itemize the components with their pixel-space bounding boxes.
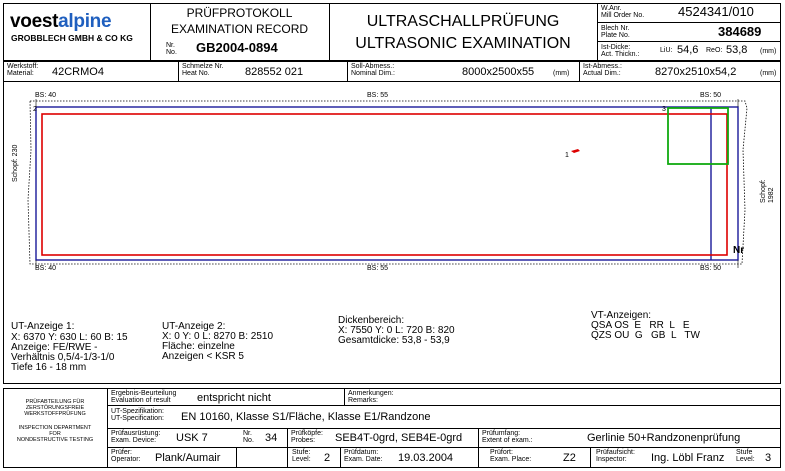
footer-divider	[287, 428, 288, 468]
defect-marker-number: 1	[565, 152, 569, 159]
device-no-label-en: No.	[243, 437, 254, 444]
nr-label: Nr	[733, 245, 745, 256]
ro-value: 53,8	[726, 44, 748, 56]
device-label-de: Prüfausrüstung:	[111, 430, 161, 437]
probes-value: SEB4T-0grd, SEB4E-0grd	[335, 432, 463, 444]
thickness-range-total: Gesamtdicke: 53,8 - 53,9	[338, 335, 450, 346]
thickness-label-de: Ist-Dicke:	[601, 44, 631, 51]
material-label-en: Material:	[7, 70, 34, 77]
inspector-value: Ing. Löbl Franz	[651, 452, 725, 464]
device-value: USK 7	[176, 432, 208, 444]
extent-label-en: Extent of exam.:	[482, 437, 533, 444]
ut1-ratio: Verhältnis 0,5/4-1/3-1/0	[11, 352, 115, 363]
nominal-label-de: Soll-Abmess.:	[351, 63, 395, 70]
op-level-label-de: Stufe:	[292, 449, 311, 456]
company-subtitle: GROBBLECH GMBH & CO KG	[11, 33, 133, 43]
lu-label: LiU:	[660, 47, 673, 54]
footer-divider	[236, 447, 237, 468]
ut2-coords: X: 0 Y: 0 L: 8270 B: 2510	[162, 331, 274, 342]
result-label-de: Ergebnis-Beurteilung	[111, 390, 177, 397]
corner-marker-left: 2	[33, 106, 37, 113]
heat-label-de: Schmelze Nr.	[182, 63, 224, 70]
logo-brand-a: voest	[10, 11, 59, 32]
probes-label-en: Probes:	[291, 437, 316, 444]
record-no-label-de: Nr.	[166, 42, 175, 49]
nominal-outline	[36, 107, 738, 260]
ut1-coords: X: 6370 Y: 630 L: 60 B: 15	[11, 332, 128, 343]
remarks-label-en: Remarks:	[348, 397, 378, 404]
material-label-de: Werkstoff:	[7, 63, 39, 70]
insp-level-label-de: Stufe	[736, 449, 753, 456]
dept-de-1: PRÜFABTEILUNG FÜR	[25, 399, 85, 405]
bs-top-mid: BS: 55	[367, 92, 389, 99]
date-value: 19.03.2004	[398, 452, 454, 464]
heat-value: 828552 021	[245, 66, 304, 78]
operator-label-de: Prüfer:	[111, 449, 133, 456]
dept-de-2: ZERSTÖRUNGSFREIE	[25, 405, 85, 411]
actual-value: 8270x2510x54,2	[655, 66, 737, 78]
place-value: Z2	[563, 452, 576, 464]
footer-divider	[344, 388, 345, 405]
exam-title-en: ULTRASONIC EXAMINATION	[355, 35, 571, 52]
logo-brand-b: alpine	[58, 11, 112, 32]
side-label-left: Schopf: 230	[12, 144, 19, 182]
result-value: entspricht nicht	[197, 392, 271, 404]
spec-label-en: UT-Specification:	[111, 415, 164, 422]
lu-value: 54,6	[677, 44, 699, 56]
operator-value: Plank/Aumair	[155, 452, 221, 464]
nominal-value: 8000x2500x55	[462, 66, 535, 78]
ut1-title: UT-Anzeige 1:	[11, 321, 75, 332]
ro-label: ReO:	[706, 47, 723, 54]
remarks-label-de: Anmerkungen:	[348, 390, 394, 397]
device-no-label-de: Nr.	[243, 430, 252, 437]
heat-label-en: Heat No.	[182, 70, 210, 77]
record-number: GB2004-0894	[196, 40, 278, 55]
plate-label-de: Blech Nr.	[601, 25, 630, 32]
insp-level-label-en: Level:	[736, 456, 755, 463]
probes-label-de: Prüfköpfe:	[291, 430, 323, 437]
order-number: 4524341/010	[678, 4, 754, 19]
plate-contour	[28, 101, 747, 264]
exam-title-de: ULTRASCHALLPRÜFUNG	[366, 13, 560, 30]
ut2-area: Fläche: einzelne	[162, 341, 235, 352]
dept-en-3: NONDESTRUCTIVE TESTING	[16, 437, 94, 443]
actual-label-de: Ist-Abmess.:	[583, 63, 622, 70]
ut2-count: Anzeigen < KSR 5	[162, 351, 244, 362]
op-level-label-en: Level:	[292, 456, 311, 463]
examined-zone	[42, 114, 727, 255]
footer-row-divider	[107, 447, 781, 448]
thickness-range-coords: X: 7550 Y: 0 L: 720 B: 820	[338, 325, 455, 336]
thickness-area	[668, 108, 728, 164]
dept-en-1: INSPECTION DEPARTMENT	[18, 425, 92, 431]
inspector-label-en: Inspector:	[596, 456, 627, 463]
nominal-label-en: Nominal Dim.:	[351, 70, 395, 77]
bs-top-left: BS: 40	[35, 92, 57, 99]
extent-value: Gerlinie 50+Randzonenprüfung	[587, 432, 741, 444]
dept-en-2: FOR	[49, 431, 61, 437]
footer-row-divider	[107, 405, 781, 406]
bs-top-right: BS: 50	[700, 92, 722, 99]
bs-bottom-left: BS: 40	[35, 265, 57, 272]
vt-title: VT-Anzeigen:	[591, 310, 652, 321]
record-no-label-en: No.	[166, 49, 177, 56]
result-label-en: Evaluation of result	[111, 397, 171, 404]
order-label-de: W.Anr.	[601, 5, 622, 12]
defect-indication	[571, 149, 580, 153]
place-label-de: Prüfort:	[490, 449, 513, 456]
dept-de-3: WERKSTOFFPRÜFUNG	[24, 411, 86, 417]
op-level-value: 2	[324, 452, 331, 464]
footer-row-divider	[107, 428, 781, 429]
record-title-de: PRÜFPROTOKOLL	[186, 6, 293, 20]
insp-level-value: 3	[765, 452, 772, 464]
date-label-en: Exam. Date:	[344, 456, 383, 463]
ut1-depth: Tiefe 16 - 18 mm	[11, 362, 87, 373]
vt-row-2: QZS OU G GB L TW	[591, 330, 700, 341]
footer-divider	[590, 447, 591, 468]
side-label-right: Schopf: 1982	[760, 179, 775, 203]
thickness-label-en: Act. Thickn.:	[601, 51, 640, 58]
inspector-label-de: Prüfaufsicht:	[596, 449, 635, 456]
thickness-range-title: Dickenbereich:	[338, 315, 405, 326]
place-label-en: Exam. Place:	[490, 456, 532, 463]
bs-bottom-right: BS: 50	[700, 265, 722, 272]
plate-number: 384689	[718, 24, 762, 39]
material-value: 42CRMO4	[52, 66, 104, 78]
date-label-de: Prüfdatum:	[344, 449, 379, 456]
device-no-value: 34	[265, 432, 278, 444]
plate-label-en: Plate No.	[601, 32, 630, 39]
extent-label-de: Prüfumfang:	[482, 430, 521, 437]
nominal-unit: (mm)	[553, 70, 570, 77]
vt-row-1: QSA OS E RR L E	[591, 320, 690, 331]
actual-label-en: Actual Dim.:	[583, 70, 621, 77]
device-label-en: Exam. Device:	[111, 437, 157, 444]
bs-bottom-mid: BS: 55	[367, 265, 389, 272]
ut2-title: UT-Anzeige 2:	[162, 321, 226, 332]
footer-divider	[478, 447, 479, 468]
footer-divider	[340, 447, 341, 468]
corner-marker-right: 3	[662, 106, 666, 113]
thickness-unit: (mm)	[760, 48, 777, 55]
ut1-indication: Anzeige: FE/RWE -	[11, 342, 98, 353]
record-title-en: EXAMINATION RECORD	[170, 22, 309, 36]
order-label-en: Mill Order No.	[601, 12, 645, 19]
spec-label-de: UT-Spezifikation:	[111, 408, 164, 415]
operator-label-en: Operator:	[111, 456, 141, 463]
spec-value: EN 10160, Klasse S1/Fläche, Klasse E1/Randzone	[181, 411, 431, 423]
actual-unit: (mm)	[760, 70, 777, 77]
